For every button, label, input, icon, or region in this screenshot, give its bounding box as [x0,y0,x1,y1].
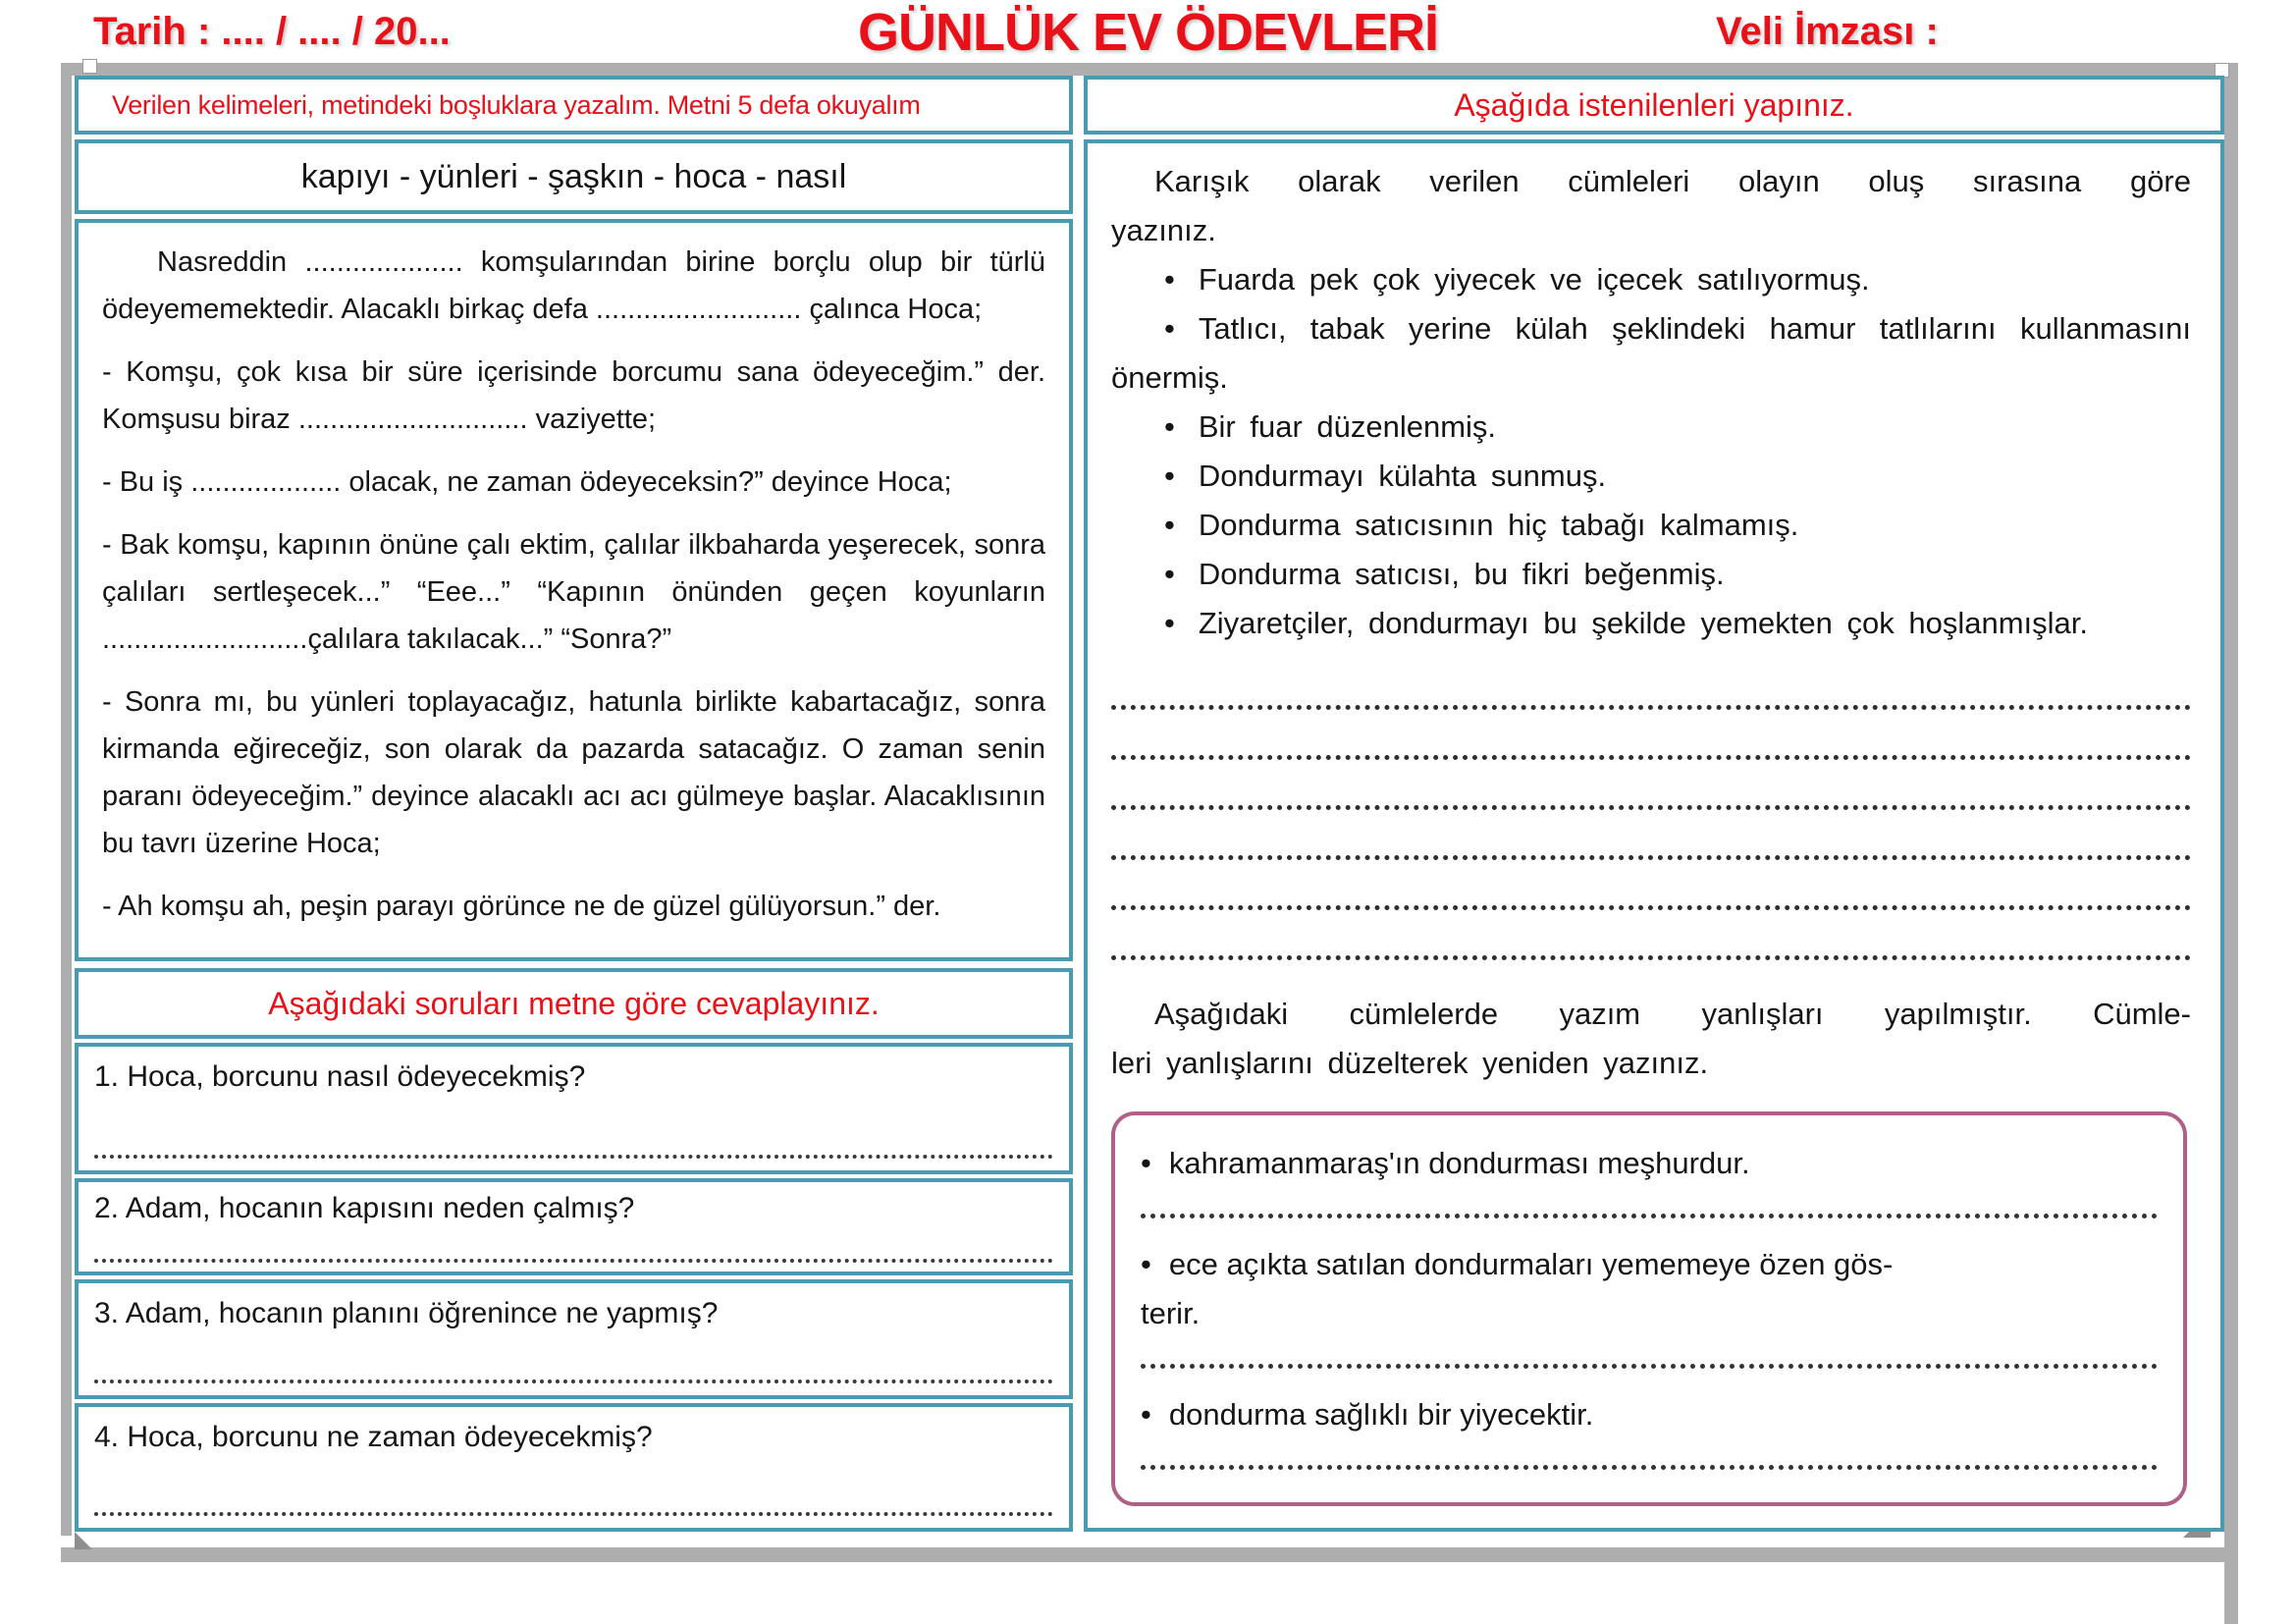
spelling-box [1111,1111,2187,1506]
story-paragraph: - Ah komşu ah, peşin parayı görünce ne de güzel gülüyorsun.” der. [102,891,941,922]
page-title: GÜNLÜK EV ÖDEVLERİ [857,3,1439,62]
answer-line [1111,810,2191,860]
story-paragraph: - Bu iş ................... olacak, ne zaman ödeyeceksin?” deyince Hoca; [102,466,952,498]
story-paragraph: - Bak komşu, kapının önüne çalı ektim, çalılar ilkbaharda yeşerecek, sonra çalıları sertleşecek...” “Eee...” “Kapının önünden geçen koyunların ..........................çalılara takılacak...” “Sonra?” [102,529,1045,655]
spelling-text: ece açıkta satılan dondurmaları yememeye özen gös- [1168,1247,1894,1281]
bullet-icon: • [1141,1397,1151,1432]
word-bank-text: kapıyı - yünleri - şaşkın - hoca - nasıl [300,157,847,195]
answer-line [94,1259,1053,1263]
question-row [75,1403,1073,1532]
sentence-item [1111,403,2191,452]
questions-header-text: Aşağıdaki soruları metne göre cevaplayınız. [268,985,880,1021]
sentence-text: Dondurmayı külahta sunmuş. [1198,459,1607,493]
task2-prompt: Aşağıdaki cümlelerde yazım yanlışları yapılmıştır. Cümle- [1154,997,2191,1031]
bullet-icon: • [1164,459,1175,493]
answer-line [94,1155,1053,1159]
spelling-item [1141,1240,2158,1289]
canvas-top-bar[interactable] [61,63,2226,76]
word-bank-box [75,139,1073,214]
answer-line [1111,660,2191,710]
answer-line [94,1512,1053,1516]
sentence-text: Dondurma satıcısı, bu fikri beğenmiş. [1198,557,1725,591]
sentence-text: Ziyaretçiler, dondurmayı bu şekilde yemekten çok hoşlanmışlar. [1198,606,2088,640]
sentence-text: Dondurma satıcısının hiç tabağı kalmamış. [1198,508,1799,542]
spelling-item-continuation [1141,1289,2158,1338]
story-paragraph: - Sonra mı, bu yünleri toplayacağız, hatunla birlikte kabartacağız, sonra kirmanda eğireceğiz, son olarak da pazarda satacağız. O zaman senin paranı ödeyeceğim.” deyince alacaklı acı acı gülmeye başlar. Alacaklısının bu tavrı üzerine Hoca; [102,686,1045,859]
sentence-item [1111,599,2191,648]
resize-handle-top-left[interactable] [82,59,97,74]
story-box [75,219,1073,961]
task2-prompt: leri yanlışlarını düzelterek yeniden yazınız. [1111,1046,1709,1080]
questions-header-box [75,968,1073,1039]
sentence-item [1111,501,2191,550]
left-instruction-box [75,76,1073,135]
spelling-item [1141,1139,2158,1188]
answer-line [1111,860,2191,910]
spelling-item [1141,1390,2158,1439]
task1-prompt: Karışık olarak verilen cümleleri olayın oluş sırasına göre [1154,164,2191,198]
canvas-bottom-bar[interactable] [61,1547,2224,1562]
ordering-answer-lines [1111,660,2191,960]
answer-line [1111,710,2191,760]
bullet-icon: • [1164,557,1175,591]
answer-line [1141,1188,2158,1218]
question-row [75,1279,1073,1399]
right-header-text: Aşağıda istenilenleri yapınız. [1454,86,1854,123]
bullet-icon: • [1164,311,1175,346]
cell-marker-triangle-bottom-left [75,1532,92,1549]
bullet-icon: • [1141,1146,1151,1180]
right-header-box [1084,76,2224,135]
sentence-item [1111,550,2191,599]
question-row [75,1043,1073,1174]
answer-line [1111,910,2191,960]
question-text: 1. Hoca, borcunu nasıl ödeyecekmiş? [94,1060,586,1093]
bullet-icon: • [1164,409,1175,444]
bullet-icon: • [1164,606,1175,640]
sentence-item [1111,255,2191,304]
task1-prompt: yazınız. [1111,213,1216,247]
spelling-text: terir. [1141,1296,1201,1330]
bullet-icon: • [1141,1247,1151,1281]
right-content-box [1084,139,2224,1532]
question-text: 3. Adam, hocanın planını öğrenince ne yapmış? [94,1297,719,1329]
bullet-icon: • [1164,262,1175,297]
story-paragraph: Nasreddin .................... komşularından birine borçlu olup bir türlü ödeyememektedir. Alacaklı birkaç defa .......................... çalınca Hoca; [102,246,1045,325]
date-label: Tarih : .... / .... / 20... [93,10,451,53]
question-text: 4. Hoca, borcunu ne zaman ödeyecekmiş? [94,1421,653,1453]
canvas-left-bar[interactable] [61,63,72,1536]
parent-signature-label: Veli İmzası : [1716,10,1939,53]
sentence-text: Fuarda pek çok yiyecek ve içecek satılıyormuş. [1198,262,1870,297]
sentence-item [1111,304,2191,403]
answer-line [94,1380,1053,1383]
answer-line [1111,760,2191,810]
question-row [75,1178,1073,1275]
left-instruction-text: Verilen kelimeleri, metindeki boşluklara yazalım. Metni 5 defa okuyalım [112,89,921,120]
spelling-text: dondurma sağlıklı bir yiyecektir. [1168,1397,1594,1432]
spelling-text: kahramanmaraş'ın dondurması meşhurdur. [1168,1146,1750,1180]
sentence-text: Bir fuar düzenlenmiş. [1198,409,1497,444]
bullet-icon: • [1164,508,1175,542]
question-text: 2. Adam, hocanın kapısını neden çalmış? [94,1192,635,1224]
story-paragraph: - Komşu, çok kısa bir süre içerisinde borcumu sana ödeyeceğim.” der. Komşusu biraz ............................. vaziyette; [102,356,1045,435]
answer-line [1141,1439,2158,1470]
sentence-item [1111,452,2191,501]
canvas-right-bar[interactable] [2224,63,2238,1624]
answer-line [1141,1338,2158,1369]
sentence-text: Tatlıcı, tabak yerine külah şeklindeki hamur tatlılarını kullanmasını önermiş. [1111,311,2191,395]
